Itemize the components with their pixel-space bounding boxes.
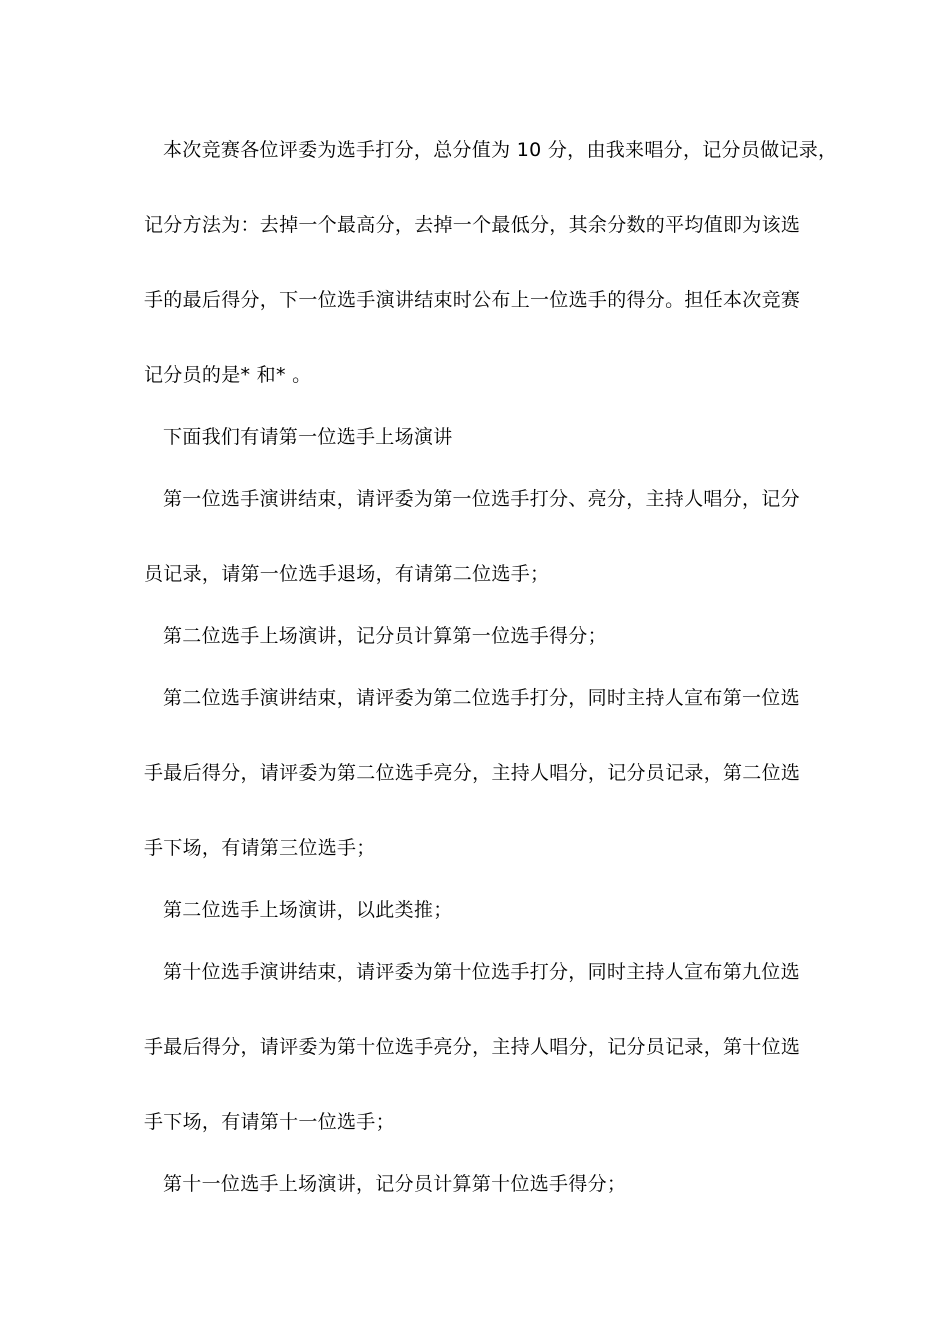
paragraph-line: 本次竞赛各位评委为选手打分，总分值为 10 分，由我来唱分，记分员做记录，	[163, 139, 838, 161]
paragraph-line: 第二位选手上场演讲，以此类推；	[163, 899, 453, 921]
paragraph-line: 下面我们有请第一位选手上场演讲	[163, 426, 453, 448]
paragraph-line: 记分方法为：去掉一个最高分，去掉一个最低分，其余分数的平均值即为该选	[144, 214, 801, 236]
paragraph-line: 记分员的是* 和* 。	[144, 364, 312, 386]
paragraph-line: 手下场，有请第三位选手；	[144, 837, 376, 859]
paragraph-line: 手的最后得分，下一位选手演讲结束时公布上一位选手的得分。担任本次竞赛	[144, 289, 801, 311]
paragraph-line: 手最后得分，请评委为第十位选手亮分，主持人唱分，记分员记录，第十位选	[144, 1036, 801, 1058]
paragraph-line: 第一位选手演讲结束，请评委为第一位选手打分、亮分，主持人唱分，记分	[163, 488, 800, 510]
paragraph-line: 第十位选手演讲结束，请评委为第十位选手打分，同时主持人宣布第九位选	[163, 961, 800, 983]
paragraph-line: 员记录，请第一位选手退场，有请第二位选手；	[144, 563, 550, 585]
paragraph-line: 第二位选手上场演讲，记分员计算第一位选手得分；	[163, 625, 607, 647]
paragraph-line: 第十一位选手上场演讲，记分员计算第十位选手得分；	[163, 1173, 627, 1195]
paragraph-line: 第二位选手演讲结束，请评委为第二位选手打分，同时主持人宣布第一位选	[163, 687, 800, 709]
paragraph-line: 手最后得分，请评委为第二位选手亮分，主持人唱分，记分员记录，第二位选	[144, 762, 801, 784]
paragraph-line: 手下场，有请第十一位选手；	[144, 1111, 395, 1133]
